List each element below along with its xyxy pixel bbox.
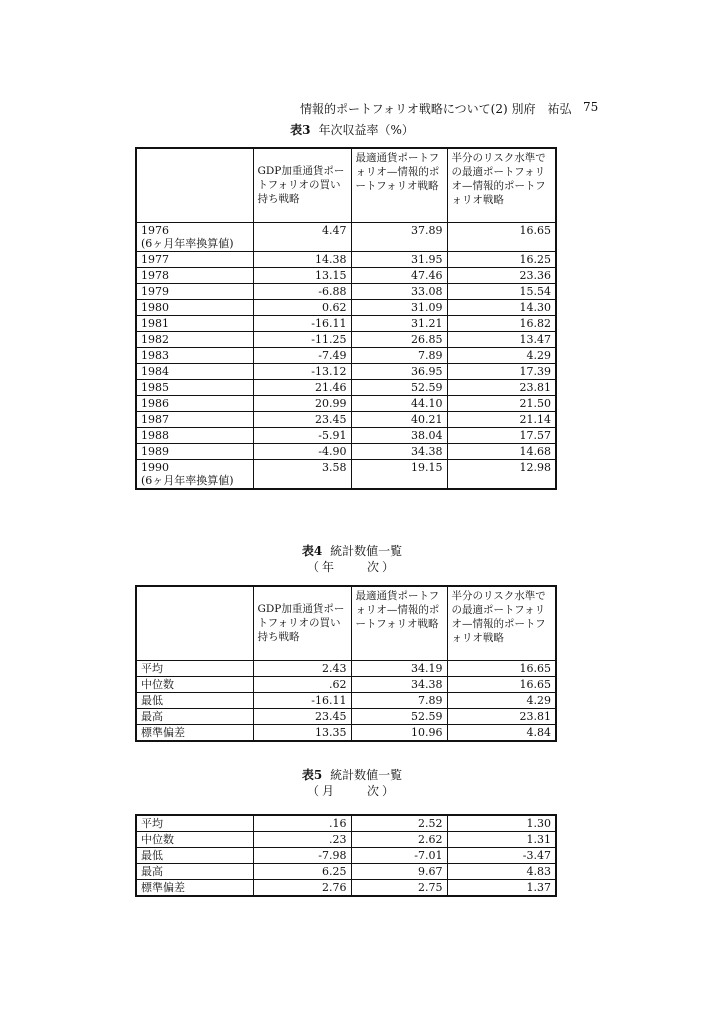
table3-row xyxy=(136,443,556,459)
table5-row xyxy=(136,880,556,897)
table3-row xyxy=(136,395,556,411)
table3-cell: 34.38 xyxy=(351,443,447,459)
table3-cell: 16.82 xyxy=(447,315,556,331)
row-label-text: 1984 xyxy=(141,364,169,378)
table4-cell: 23.45 xyxy=(253,708,351,724)
table5-cell: 4.83 xyxy=(447,864,556,880)
row-label-text: 最低 xyxy=(141,849,163,862)
table3-cell: -4.90 xyxy=(253,443,351,459)
table4-caption xyxy=(0,542,704,559)
table3-title: 年次収益率（%） xyxy=(318,123,414,137)
table3-cell: 14.30 xyxy=(447,299,556,315)
table3-row xyxy=(136,427,556,443)
table4-row-label xyxy=(136,708,253,724)
table3-cell: 20.99 xyxy=(253,395,351,411)
table3-row-label xyxy=(136,363,253,379)
table3-cell: 4.29 xyxy=(447,347,556,363)
table4-cell: 52.59 xyxy=(351,708,447,724)
table3-row-label xyxy=(136,379,253,395)
table3-cell: -6.88 xyxy=(253,283,351,299)
table5-row-label xyxy=(136,864,253,880)
table3-cell: 21.14 xyxy=(447,411,556,427)
table5-row-label xyxy=(136,832,253,848)
table3-row xyxy=(136,347,556,363)
table4-row-label xyxy=(136,724,253,741)
table5-label: 表5 xyxy=(301,768,323,782)
table3-row-label xyxy=(136,331,253,347)
row-label-text: 最高 xyxy=(141,865,163,878)
table4-cell: 4.29 xyxy=(447,692,556,708)
row-label-text: 1985 xyxy=(141,380,169,394)
table4-row-label xyxy=(136,676,253,692)
table3-cell: 21.46 xyxy=(253,379,351,395)
table3-cell: 52.59 xyxy=(351,379,447,395)
table3-cell: 31.95 xyxy=(351,251,447,267)
table3-col-0 xyxy=(136,148,253,222)
row-label-note: (6ヶ月年率換算値) xyxy=(141,473,234,487)
table5-row xyxy=(136,864,556,880)
table5-row-label xyxy=(136,880,253,897)
table5-title: 統計数値一覧 xyxy=(330,768,403,782)
row-label-text: 1979 xyxy=(141,284,169,298)
table4-cell: 13.35 xyxy=(253,724,351,741)
table4-cell: 16.65 xyxy=(447,660,556,676)
table4-cell: 16.65 xyxy=(447,676,556,692)
table5-row-label xyxy=(136,848,253,864)
table3-cell: 4.47 xyxy=(253,222,351,251)
table3-row xyxy=(136,331,556,347)
table3-cell: 0.62 xyxy=(253,299,351,315)
table3-cell: -16.11 xyxy=(253,315,351,331)
table3-cell: 17.39 xyxy=(447,363,556,379)
table3-col-2: 最適通貨ポートフォリオ—情報的ポートフォリオ戦略 xyxy=(351,148,447,222)
table3-row-label xyxy=(136,347,253,363)
table5-row xyxy=(136,848,556,864)
table5-cell: 1.37 xyxy=(447,880,556,897)
table4-row-label xyxy=(136,660,253,676)
table5-caption xyxy=(0,766,704,783)
row-label-text: 1987 xyxy=(141,412,169,426)
table5-cell: -7.01 xyxy=(351,848,447,864)
table5-row xyxy=(136,832,556,848)
table3-row xyxy=(136,267,556,283)
row-label-text: 1989 xyxy=(141,444,169,458)
table3-cell: 26.85 xyxy=(351,331,447,347)
table3-cell: 16.25 xyxy=(447,251,556,267)
row-label-note: (6ヶ月年率換算値) xyxy=(141,236,234,250)
table4-cell: 34.38 xyxy=(351,676,447,692)
table3-row-label xyxy=(136,251,253,267)
table3-row xyxy=(136,251,556,267)
table3-row-label xyxy=(136,222,253,251)
table3-cell: 31.09 xyxy=(351,299,447,315)
row-label-text: 標準偏差 xyxy=(141,881,185,894)
table3-cell: 21.50 xyxy=(447,395,556,411)
table5-monthly-statistics xyxy=(135,814,557,897)
table3-row xyxy=(136,379,556,395)
table3-row xyxy=(136,299,556,315)
table4-cell: 2.43 xyxy=(253,660,351,676)
table4-cell: -16.11 xyxy=(253,692,351,708)
row-label-text: 中位数 xyxy=(141,833,174,846)
table4-cell: 10.96 xyxy=(351,724,447,741)
table5-row-label xyxy=(136,815,253,832)
table3-cell: 17.57 xyxy=(447,427,556,443)
table3-cell: 23.36 xyxy=(447,267,556,283)
page-number: 75 xyxy=(583,100,599,114)
row-label-text: 最低 xyxy=(141,693,163,707)
table3-cell: 23.81 xyxy=(447,379,556,395)
table4-cell: 23.81 xyxy=(447,708,556,724)
table3-cell: -13.12 xyxy=(253,363,351,379)
table5-cell: -7.98 xyxy=(253,848,351,864)
table4-cell: .62 xyxy=(253,676,351,692)
row-label-text: 1977 xyxy=(141,252,169,266)
table3-row xyxy=(136,283,556,299)
table4-cell: 34.19 xyxy=(351,660,447,676)
table4-row xyxy=(136,660,556,676)
table4-row xyxy=(136,708,556,724)
table3-cell: 13.47 xyxy=(447,331,556,347)
row-label-text: 1983 xyxy=(141,348,169,362)
table3-label: 表3 xyxy=(290,123,311,137)
table5-cell: 2.62 xyxy=(351,832,447,848)
table4-subtitle: （年 次） xyxy=(306,560,397,574)
table3-row-label xyxy=(136,315,253,331)
table3-row-label xyxy=(136,299,253,315)
row-label-text: 1986 xyxy=(141,396,169,410)
row-label-text: 中位数 xyxy=(141,677,174,691)
table5-subtitle: （月 次） xyxy=(306,784,397,798)
table5-cell: 1.31 xyxy=(447,832,556,848)
table3-header-row xyxy=(136,148,556,222)
table3-cell: -7.49 xyxy=(253,347,351,363)
table4-annual-statistics xyxy=(135,585,557,742)
table3-row xyxy=(136,411,556,427)
row-label-text: 1980 xyxy=(141,300,169,314)
table5-cell: 9.67 xyxy=(351,864,447,880)
running-title: 情報的ポートフォリオ戦略について(2) 別府 祐弘 xyxy=(300,102,572,116)
table5-cell: .16 xyxy=(253,815,351,832)
table3-cell: 40.21 xyxy=(351,411,447,427)
table3-row-label xyxy=(136,459,253,489)
table3-cell: 23.45 xyxy=(253,411,351,427)
table3-cell: 14.68 xyxy=(447,443,556,459)
table3-row-label xyxy=(136,267,253,283)
table3-cell: 19.15 xyxy=(351,459,447,489)
table3-col-1: GDP加重通貨ポートフォリオの買い持ち戦略 xyxy=(253,148,351,222)
table3-row xyxy=(136,315,556,331)
table5-cell: -3.47 xyxy=(447,848,556,864)
table5-cell: 1.30 xyxy=(447,815,556,832)
table3-cell: 37.89 xyxy=(351,222,447,251)
table4-col-0 xyxy=(136,586,253,660)
table3-annual-returns xyxy=(135,147,557,490)
table3-row-label xyxy=(136,443,253,459)
table3-cell: 33.08 xyxy=(351,283,447,299)
table3-cell: 44.10 xyxy=(351,395,447,411)
table4-row-label xyxy=(136,692,253,708)
table5-cell: 2.75 xyxy=(351,880,447,897)
row-label-text: 1982 xyxy=(141,332,169,346)
table5-row xyxy=(136,815,556,832)
row-label-text: 1990 xyxy=(141,460,169,474)
table3-cell: 13.15 xyxy=(253,267,351,283)
table3-row xyxy=(136,459,556,489)
table3-cell: 36.95 xyxy=(351,363,447,379)
table3-cell: 31.21 xyxy=(351,315,447,331)
row-label-text: 標準偏差 xyxy=(141,725,185,739)
table4-col-3: 半分のリスク水準での最適ポートフォリオ—情報的ポートフォリオ戦略 xyxy=(447,586,556,660)
table3-cell: -5.91 xyxy=(253,427,351,443)
table3-cell: 3.58 xyxy=(253,459,351,489)
row-label-text: 最高 xyxy=(141,709,163,723)
table3-cell: 16.65 xyxy=(447,222,556,251)
table5-cell: 2.52 xyxy=(351,815,447,832)
table3-row xyxy=(136,363,556,379)
table3-cell: 47.46 xyxy=(351,267,447,283)
table5-cell: 6.25 xyxy=(253,864,351,880)
row-label-text: 1976 xyxy=(141,223,169,237)
table3-cell: 15.54 xyxy=(447,283,556,299)
table4-title: 統計数値一覧 xyxy=(330,544,403,558)
table4-col-2: 最適通貨ポートフォリオ—情報的ポートフォリオ戦略 xyxy=(351,586,447,660)
table4-cell: 7.89 xyxy=(351,692,447,708)
table3-cell: 14.38 xyxy=(253,251,351,267)
table3-row-label xyxy=(136,395,253,411)
table3-cell: 12.98 xyxy=(447,459,556,489)
table4-cell: 4.84 xyxy=(447,724,556,741)
table5-cell: .23 xyxy=(253,832,351,848)
row-label-text: 1988 xyxy=(141,428,169,442)
table3-cell: 38.04 xyxy=(351,427,447,443)
table5-cell: 2.76 xyxy=(253,880,351,897)
running-header xyxy=(300,100,600,117)
row-label-text: 1978 xyxy=(141,268,169,282)
table3-row-label xyxy=(136,411,253,427)
table3-row-label xyxy=(136,283,253,299)
row-label-text: 平均 xyxy=(141,661,163,675)
table3-cell: 7.89 xyxy=(351,347,447,363)
table4-label: 表4 xyxy=(301,544,323,558)
table4-row xyxy=(136,724,556,741)
row-label-text: 平均 xyxy=(141,817,163,830)
table4-header-row xyxy=(136,586,556,660)
table4-col-1: GDP加重通貨ポートフォリオの買い持ち戦略 xyxy=(253,586,351,660)
table3-row xyxy=(136,222,556,251)
table3-row-label xyxy=(136,427,253,443)
table3-caption xyxy=(0,121,704,138)
row-label-text: 1981 xyxy=(141,316,169,330)
table4-row xyxy=(136,692,556,708)
table4-row xyxy=(136,676,556,692)
table3-cell: -11.25 xyxy=(253,331,351,347)
table3-col-3: 半分のリスク水準での最適ポートフォリオ—情報的ポートフォリオ戦略 xyxy=(447,148,556,222)
